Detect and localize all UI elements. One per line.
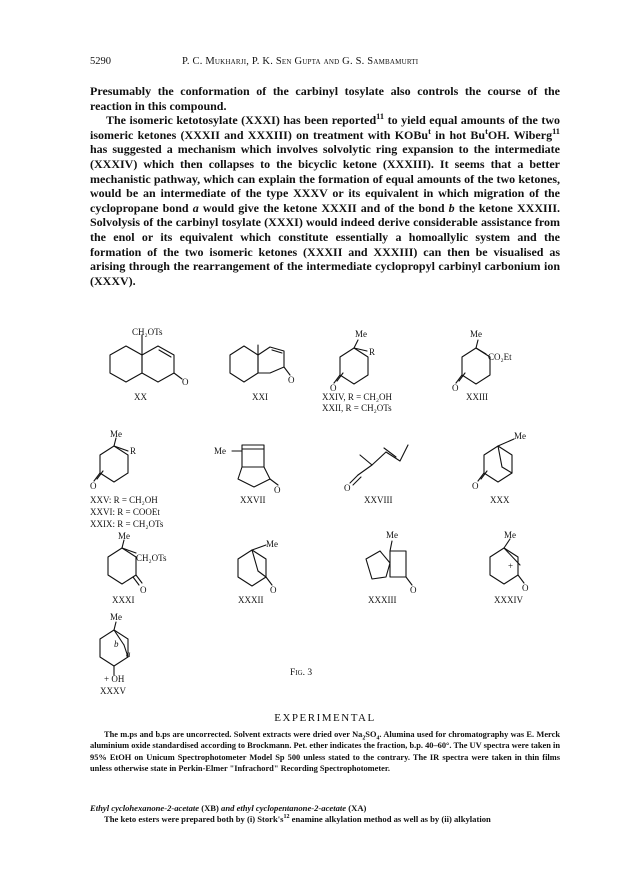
compound-label-xx: XX xyxy=(134,392,147,402)
oxygen-label: O xyxy=(140,585,147,595)
compound-label-xxii: XXII, R = CH₂OTs xyxy=(322,403,392,413)
running-authors: P. C. Mukharji, P. K. Sen Gupta and G. S. Sambamurti xyxy=(182,56,419,67)
superscript: t xyxy=(485,126,488,136)
compound-label-xxxiv: XXXIV xyxy=(494,595,523,605)
label-oh: + OH xyxy=(104,674,125,684)
bond-label: a xyxy=(192,200,199,215)
subsection-title-part: and xyxy=(221,803,235,813)
label-me: Me xyxy=(110,612,122,622)
experimental-paragraph xyxy=(90,729,560,775)
oxygen-label: O xyxy=(182,377,189,387)
subsection-title xyxy=(90,803,560,814)
figure-3 xyxy=(90,327,560,697)
compound-label-xxiii: XXIII xyxy=(466,392,488,402)
label-plus: + xyxy=(508,561,514,571)
paragraph-2 xyxy=(90,113,560,288)
oxygen-label: O xyxy=(90,481,97,491)
structure-xxxi xyxy=(108,531,167,605)
reference-marker: 11 xyxy=(376,112,385,122)
subscript: 2 xyxy=(362,735,366,742)
bond-label-a: a xyxy=(126,649,131,659)
label-ch2ots: CH₂OTs xyxy=(136,553,167,563)
structure-xxxiv xyxy=(490,530,529,605)
compound-label-xxv: XXV: R = CH₂OH xyxy=(90,495,158,505)
label-me: Me xyxy=(266,539,278,549)
label-me: Me xyxy=(110,429,122,439)
subsection-title-part: (XA) xyxy=(346,803,367,813)
structure-xx xyxy=(110,327,189,402)
label-me: Me xyxy=(214,446,226,456)
text-run: would give the ketone XXXII and of the bond xyxy=(198,200,449,215)
compound-label-xxxii: XXXII xyxy=(238,595,264,605)
text-run: SO xyxy=(365,730,377,739)
label-ch2ots: CH₂OTs xyxy=(132,327,163,337)
structure-diagrams xyxy=(90,327,560,697)
oxygen-label: O xyxy=(288,375,295,385)
structure-xxxiii xyxy=(366,530,417,605)
subsection-title-part: ethyl cyclopentanone-2-acetate xyxy=(234,803,347,813)
compound-label-xxvii: XXVII xyxy=(240,495,266,505)
body-text xyxy=(90,84,560,288)
section-heading: EXPERIMENTAL xyxy=(274,712,376,724)
oxygen-label: O xyxy=(344,483,351,493)
experimental-text xyxy=(90,729,560,775)
paragraph-1: Presumably the conformation of the carbinyl tosylate also controls the course of the reaction in this compound. xyxy=(90,84,560,113)
subsection-paragraph xyxy=(90,814,560,825)
structure-xxxii xyxy=(238,539,278,605)
text-run: . Alumina used for chromatography was E. Merck aluminium oxide standardised according to Brockmann. Pet. ether indicates the fraction, b.p. 40–60°. The UV spectra were taken in 95% EtOH on Unicum Spectrophotometer Model Sp 500 unless stated to the contrary. The IR spectra were taken in thin films unless otherwise state in Perkin-Elmer "Infrachord" Recording Spectrophotometer. xyxy=(90,730,560,774)
compound-label-xxviii: XXVIII xyxy=(364,495,393,505)
subsection-title-part: Ethyl cyclohexanone-2-acetate xyxy=(90,803,200,813)
superscript: t xyxy=(428,126,431,136)
label-me: Me xyxy=(386,530,398,540)
oxygen-label: O xyxy=(452,383,459,393)
oxygen-label: O xyxy=(410,585,417,595)
text-run: to yield equal amounts of the two isomeric ketones (XXXII and XXXIII) on treatment with KOBu xyxy=(90,113,560,142)
label-me: Me xyxy=(355,329,367,339)
structure-xxxv xyxy=(100,612,131,696)
subsection-title-part: (XB) xyxy=(199,803,222,813)
oxygen-label: O xyxy=(274,485,281,495)
compound-label-xxvi: XXVI: R = COOEt xyxy=(90,507,160,517)
bond-label: b xyxy=(448,200,455,215)
oxygen-label: O xyxy=(270,585,277,595)
label-me: Me xyxy=(118,531,130,541)
compound-label-xxix: XXIX: R = CH₂OTs xyxy=(90,519,164,529)
structure-xxiv xyxy=(322,329,393,413)
label-me: Me xyxy=(470,329,482,339)
oxygen-label: O xyxy=(522,583,529,593)
structure-xxx xyxy=(472,431,526,505)
text-run: in hot Bu xyxy=(430,127,486,142)
page-number: 5290 xyxy=(90,56,111,67)
structure-xxiii xyxy=(452,329,512,402)
text-run: OH. Wiberg xyxy=(487,127,553,142)
compound-label-xxxiii: XXXIII xyxy=(368,595,397,605)
label-me: Me xyxy=(504,530,516,540)
bond-label-b: b xyxy=(114,639,119,649)
subscript: 4 xyxy=(376,735,380,742)
text-run: The m.ps and b.ps are uncorrected. Solvent extracts were dried over Na xyxy=(104,730,363,739)
text-run: The keto esters were prepared both by (i) Stork's xyxy=(104,814,284,825)
oxygen-label: O xyxy=(330,383,337,393)
structure-xxi xyxy=(230,345,295,402)
reference-marker: 11 xyxy=(552,126,560,136)
label-co2et: CO₂Et xyxy=(488,352,512,362)
figure-caption: Fig. 3 xyxy=(290,668,313,678)
structure-xxv xyxy=(90,429,164,529)
reference-marker: 12 xyxy=(283,814,290,821)
experimental-subsection xyxy=(90,803,560,826)
compound-label-xxx: XXX xyxy=(490,495,510,505)
text-run: has suggested a mechanism which involves solvolytic ring expansion to the intermediate (XXXIV) which then collapses to the bicyclic ketone (XXXIII). It seems that a better mechanistic pathway, which can explain the formation of equal amounts of the two ketones, would be an intermediate of the type XXXV or its equivalent in which migration of the cyclopropane bond xyxy=(90,142,560,215)
compound-label-xxiv: XXIV, R = CH₂OH xyxy=(322,392,393,402)
label-r: R xyxy=(130,446,137,456)
text-run: the ketone XXXIII. Solvolysis of the carbinyl tosylate (XXXI) would indeed derive considerable assistance from the enol or its equivalent which constitute essentially a homoallylic system and the formation of the two isomeric ketones (XXXII and XXXIII) can then be visualised as arising through the rearrangement of the intermediate cyclopropyl carbinyl carbonium ion (XXXV). xyxy=(90,200,561,288)
structure-xxviii xyxy=(344,445,408,505)
compound-label-xxxv: XXXV xyxy=(100,686,126,696)
structure-xxvii xyxy=(214,445,281,505)
label-me: Me xyxy=(514,431,526,441)
oxygen-label: O xyxy=(472,481,479,491)
compound-label-xxi: XXI xyxy=(252,392,268,402)
text-run: enamine alkylation method as well as by (ii) alkylation xyxy=(289,814,491,825)
label-r: R xyxy=(369,347,376,357)
text-run: The isomeric ketotosylate (XXXI) has been reported xyxy=(106,113,377,128)
running-header xyxy=(90,56,560,70)
compound-label-xxxi: XXXI xyxy=(112,595,135,605)
